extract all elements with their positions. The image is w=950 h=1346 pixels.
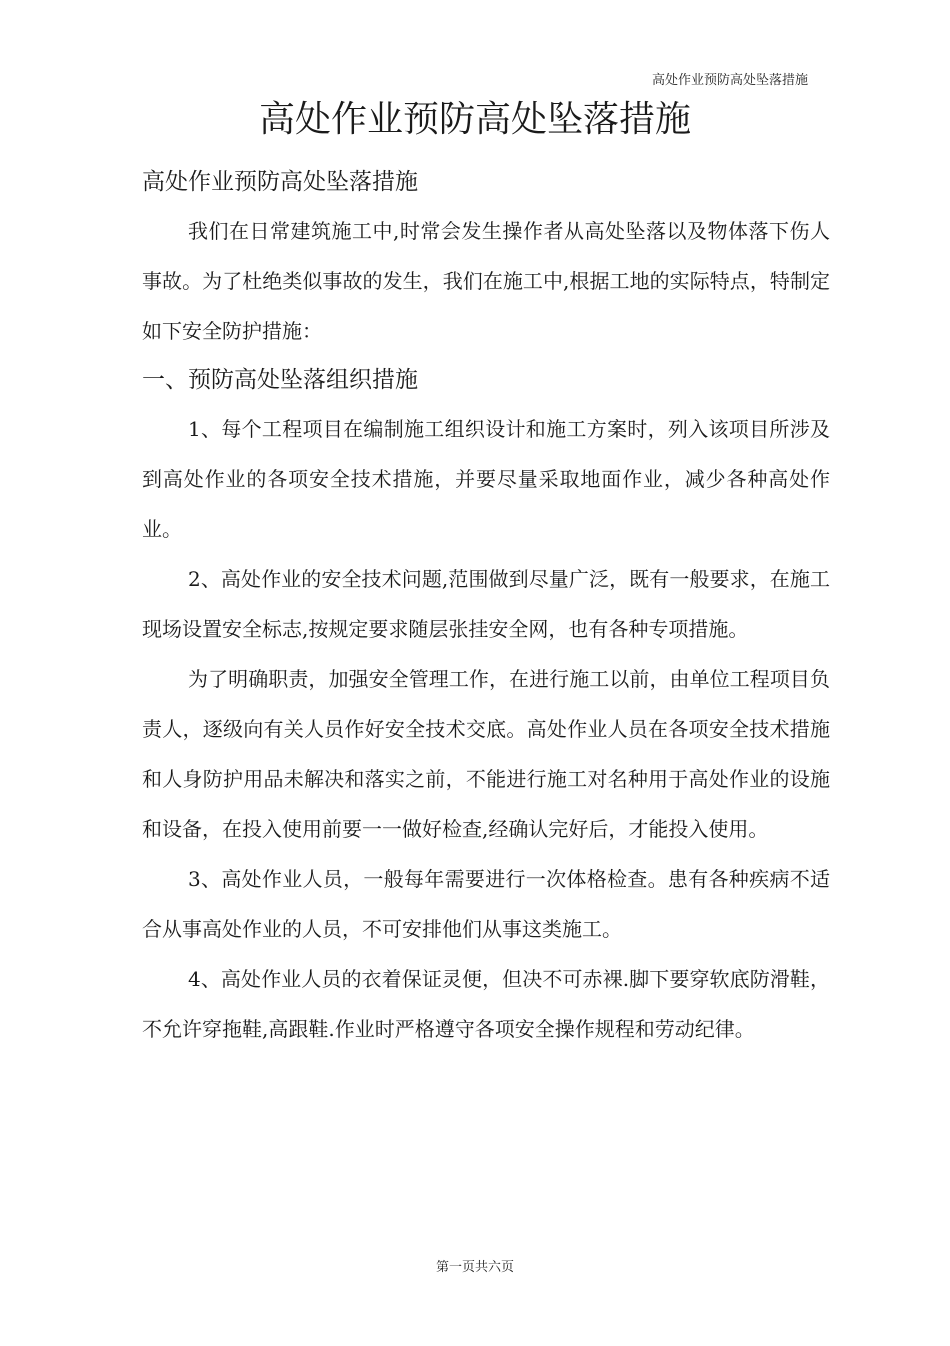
page-title: 高处作业预防高处坠落措施 [258, 99, 691, 140]
measure-item-4: 4、高处作业人员的衣着保证灵便，但决不可赤裸.脚下要穿软底防滑鞋，不允许穿拖鞋,高跟鞋.作业时严格遵守各项安全操作规程和劳动纪律。 [142, 967, 830, 1041]
intro-paragraph: 我们在日常建筑施工中,时常会发生操作者从高处坠落以及物体落下伤人事故。为了杜绝类似事故的发生，我们在施工中,根据工地的实际特点，特制定如下安全防护措施： [142, 219, 830, 343]
section-heading-organizational-measures: 一、预防高处坠落组织措施 [142, 367, 418, 393]
measure-item-3: 3、高处作业人员，一般每年需要进行一次体格检查。患有各种疾病不适合从事高处作业的人员，不可安排他们从事这类施工。 [142, 867, 830, 941]
measure-item-2: 2、高处作业的安全技术问题,范围做到尽量广泛，既有一般要求，在施工现场设置安全标志,按规定要求随层张挂安全网，也有各种专项措施。 [142, 567, 830, 641]
measure-item-1: 1、每个工程项目在编制施工组织设计和施工方案时，列入该项目所涉及到高处作业的各项安全技术措施，并要尽量采取地面作业，减少各种高处作业。 [142, 417, 830, 541]
document-subtitle: 高处作业预防高处坠落措施 [142, 169, 418, 195]
document-body [142, 158, 830, 1054]
running-header: 高处作业预防高处坠落措施 [651, 73, 808, 88]
responsibility-paragraph: 为了明确职责，加强安全管理工作，在进行施工以前，由单位工程项目负责人，逐级向有关人员作好安全技术交底。高处作业人员在各项安全技术措施和人身防护用品未解决和落实之前，不能进行施工对名种用于高处作业的设施和设备，在投入使用前要一一做好检查,经确认完好后，才能投入使用。 [142, 667, 830, 841]
page-footer: 第一页共六页 [435, 1260, 514, 1275]
